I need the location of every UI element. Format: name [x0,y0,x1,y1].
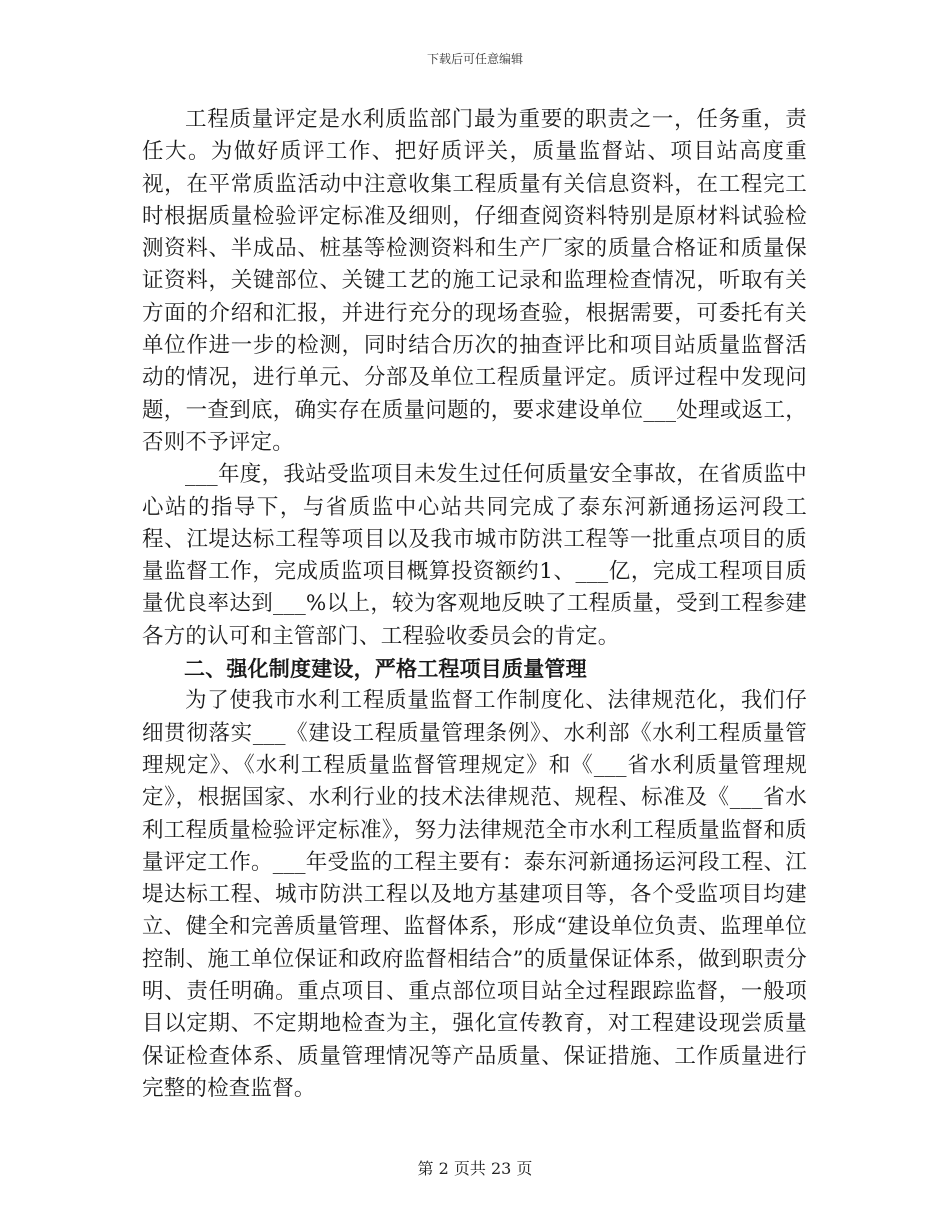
page-header: 下载后可任意编辑 [426,52,523,66]
document-body [142,104,807,1105]
paragraph-system-building: 为了使我市水利工程质量监督工作制度化、法律规范化，我们仔细贯彻落实___《建设工程质量管理条例》、水利部《水利工程质量管理规定》、《水利工程质量监督管理规定》和《___省水利质量管理规定》，根据国家、水利行业的技术法律规范、规程、标准及《___省水利工程质量检验评定标准》，努力法律规范全市水利工程质量监督和质量评定工作。___年受监的工程主要有：泰东河新通扬运河段工程、江堤达标工程、城市防洪工程以及地方基建项目等，各个受监项目均建立、健全和完善质量管理、监督体系，形成“建设单位负责、监理单位控制、施工单位保证和政府监督相结合”的质量保证体系，做到职责分明、责任明确。重点项目、重点部位项目站全过程跟踪监督，一般项目以定期、不定期地检查为主，强化宣传教育，对工程建设现尝质量保证检查体系、质量管理情况等产品质量、保证措施、工作质量进行完整的检查监督。 [142,688,807,1101]
paragraph-quality-assessment: 工程质量评定是水利质监部门最为重要的职责之一，任务重，责任大。为做好质评工作、把好质评关，质量监督站、项目站高度重视，在平常质监活动中注意收集工程质量有关信息资料，在工程完工时根据质量检验评定标准及细则，仔细查阅资料特别是原材料试验检测资料、半成品、桩基等检测资料和生产厂家的质量合格证和质量保证资料，关键部位、关键工艺的施工记录和监理检查情况，听取有关方面的介绍和汇报，并进行充分的现场查验，根据需要，可委托有关单位作进一步的检测，同时结合历次的抽查评比和项目站质量监督活动的情况，进行单元、分部及单位工程质量评定。质评过程中发现问题，一查到底，确实存在质量问题的，要求建设单位___处理或返工，否则不予评定。 [142,107,807,455]
section-heading: 二、强化制度建设，严格工程项目质量管理 [184,657,587,682]
paragraph-annual-summary: ___年度，我站受监项目未发生过任何质量安全事故，在省质监中心站的指导下，与省质监中心站共同完成了泰东河新通扬运河段工程、江堤达标工程等项目以及我市城市防洪工程等一批重点项目的质量监督工作，完成质监项目概算投资额约1、___亿，完成工程项目质量优良率达到___%以上，较为客观地反映了工程质量，受到工程参建各方的认可和主管部门、工程验收委员会的肯定。 [142,462,807,649]
page-number: 第 2 页共 23 页 [417,1159,533,1178]
